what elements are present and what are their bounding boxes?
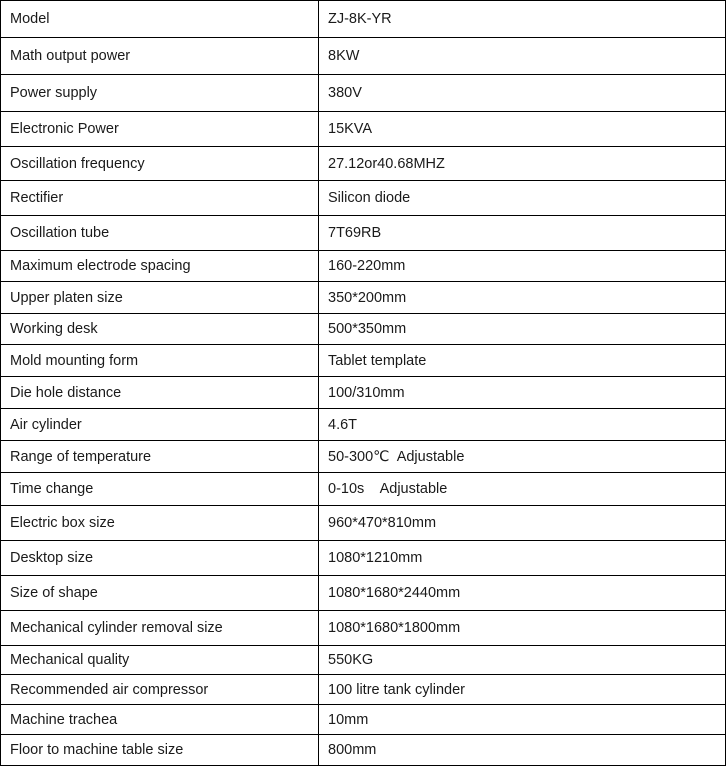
table-row (1, 441, 726, 473)
row-param-label: Rectifier (1, 181, 319, 216)
row-param-value: 350*200mm (319, 282, 726, 314)
row-param-label: Electric box size (1, 506, 319, 541)
row-param-value: 50-300℃ Adjustable (319, 441, 726, 473)
row-param-value: Tablet template (319, 345, 726, 377)
row-param-label: Oscillation tube (1, 216, 319, 251)
table-row (1, 377, 726, 409)
table-row (1, 75, 726, 112)
spec-table-body (1, 1, 726, 766)
table-row (1, 675, 726, 705)
table-row (1, 314, 726, 345)
row-param-value: Silicon diode (319, 181, 726, 216)
row-param-label: Math output power (1, 38, 319, 75)
row-param-value: 960*470*810mm (319, 506, 726, 541)
table-row (1, 251, 726, 282)
table-row (1, 735, 726, 766)
row-param-value: 10mm (319, 705, 726, 735)
table-row (1, 216, 726, 251)
row-param-value: 500*350mm (319, 314, 726, 345)
table-row (1, 181, 726, 216)
table-row (1, 345, 726, 377)
row-param-label: Upper platen size (1, 282, 319, 314)
table-row (1, 646, 726, 675)
row-param-value: 8KW (319, 38, 726, 75)
row-param-label: Electronic Power (1, 112, 319, 147)
table-row (1, 506, 726, 541)
table-row (1, 473, 726, 506)
row-param-label: Desktop size (1, 541, 319, 576)
row-param-label: Mold mounting form (1, 345, 319, 377)
row-param-value: 15KVA (319, 112, 726, 147)
row-param-value: 0-10s Adjustable (319, 473, 726, 506)
table-row (1, 705, 726, 735)
row-param-label: Maximum electrode spacing (1, 251, 319, 282)
table-row (1, 1, 726, 38)
table-row (1, 541, 726, 576)
row-param-label: Machine trachea (1, 705, 319, 735)
row-param-label: Floor to machine table size (1, 735, 319, 766)
row-param-value: 1080*1680*2440mm (319, 576, 726, 611)
row-param-label: Working desk (1, 314, 319, 345)
row-param-label: Air cylinder (1, 409, 319, 441)
table-row (1, 112, 726, 147)
row-param-value: 800mm (319, 735, 726, 766)
table-row (1, 576, 726, 611)
row-param-label: Range of temperature (1, 441, 319, 473)
row-param-value: ZJ-8K-YR (319, 1, 726, 38)
row-param-label: Oscillation frequency (1, 147, 319, 181)
table-row (1, 38, 726, 75)
table-row (1, 282, 726, 314)
row-param-value: 100 litre tank cylinder (319, 675, 726, 705)
row-param-label: Model (1, 1, 319, 38)
row-param-value: 4.6T (319, 409, 726, 441)
row-param-label: Time change (1, 473, 319, 506)
row-param-value: 100/310mm (319, 377, 726, 409)
row-param-label: Mechanical quality (1, 646, 319, 675)
table-row (1, 147, 726, 181)
row-param-label: Size of shape (1, 576, 319, 611)
row-param-label: Die hole distance (1, 377, 319, 409)
row-param-value: 1080*1210mm (319, 541, 726, 576)
row-param-value: 380V (319, 75, 726, 112)
row-param-value: 1080*1680*1800mm (319, 611, 726, 646)
row-param-value: 550KG (319, 646, 726, 675)
row-param-label: Power supply (1, 75, 319, 112)
row-param-value: 160-220mm (319, 251, 726, 282)
table-row (1, 611, 726, 646)
row-param-label: Mechanical cylinder removal size (1, 611, 319, 646)
row-param-value: 7T69RB (319, 216, 726, 251)
table-row (1, 409, 726, 441)
row-param-label: Recommended air compressor (1, 675, 319, 705)
row-param-value: 27.12or40.68MHZ (319, 147, 726, 181)
